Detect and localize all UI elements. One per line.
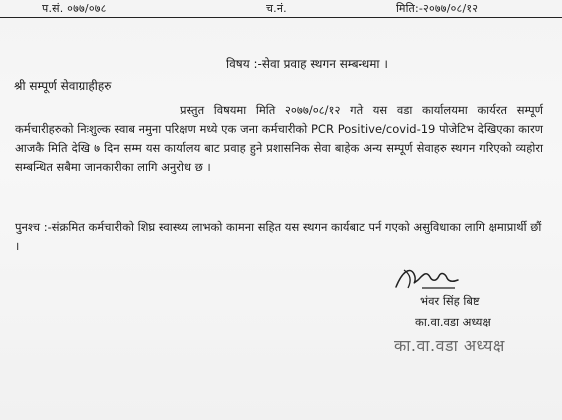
letter-subject: विषय :-सेवा प्रवाह स्थगन सम्बन्धमा । <box>226 57 388 71</box>
letter-body: प्रस्तुत विषयमा मिति २०७७/०८/१२ गते यस वडा कार्यालयमा कार्यरत सम्पूर्ण कर्मचारीहरुको निःशुल्क स्वाब नमुना परिक्षण मध्ये एक जना कर्मचारीको PCR Positive/covid-19 पोजेटिभ देखिएका कारण आजकै मिति देखि ७ दिन सम्म यस कार्यालय बाट प्रवाह हुने प्रशासनिक सेवा बाहेक अन्य सम्पूर्ण सेवाहरु स्थगन गरिएको व्यहोरा सम्बन्धित सबैमा जानकारीका लागि अनुरोध छ । <box>15 103 543 174</box>
dispatch-number: च.नं. <box>266 2 287 15</box>
signatory-title: का.वा.वडा अध्यक्ष <box>415 315 491 329</box>
signatory-name: भंवर सिंह बिष्ट <box>420 294 480 308</box>
official-stamp: का.वा.वडा अध्यक्ष <box>394 336 505 355</box>
letter-date: मिति:-२०७७/०८/१२ <box>396 2 479 15</box>
reference-number: प.सं. ०७७/०७८ <box>42 2 107 15</box>
letter-salutation: श्री सम्पूर्ण सेवाग्राहीहरु <box>14 79 112 93</box>
header-rule <box>0 17 562 18</box>
handwritten-signature <box>392 262 462 292</box>
letter-postscript: पुनश्च :-संक्रमित कर्मचारीको शिघ्र स्वास्थ्य लाभको कामना सहित यस स्थगन कार्यबाट पर्न गएको असुविधाका लागि क्षमाप्रार्थी छौं । <box>15 220 542 253</box>
